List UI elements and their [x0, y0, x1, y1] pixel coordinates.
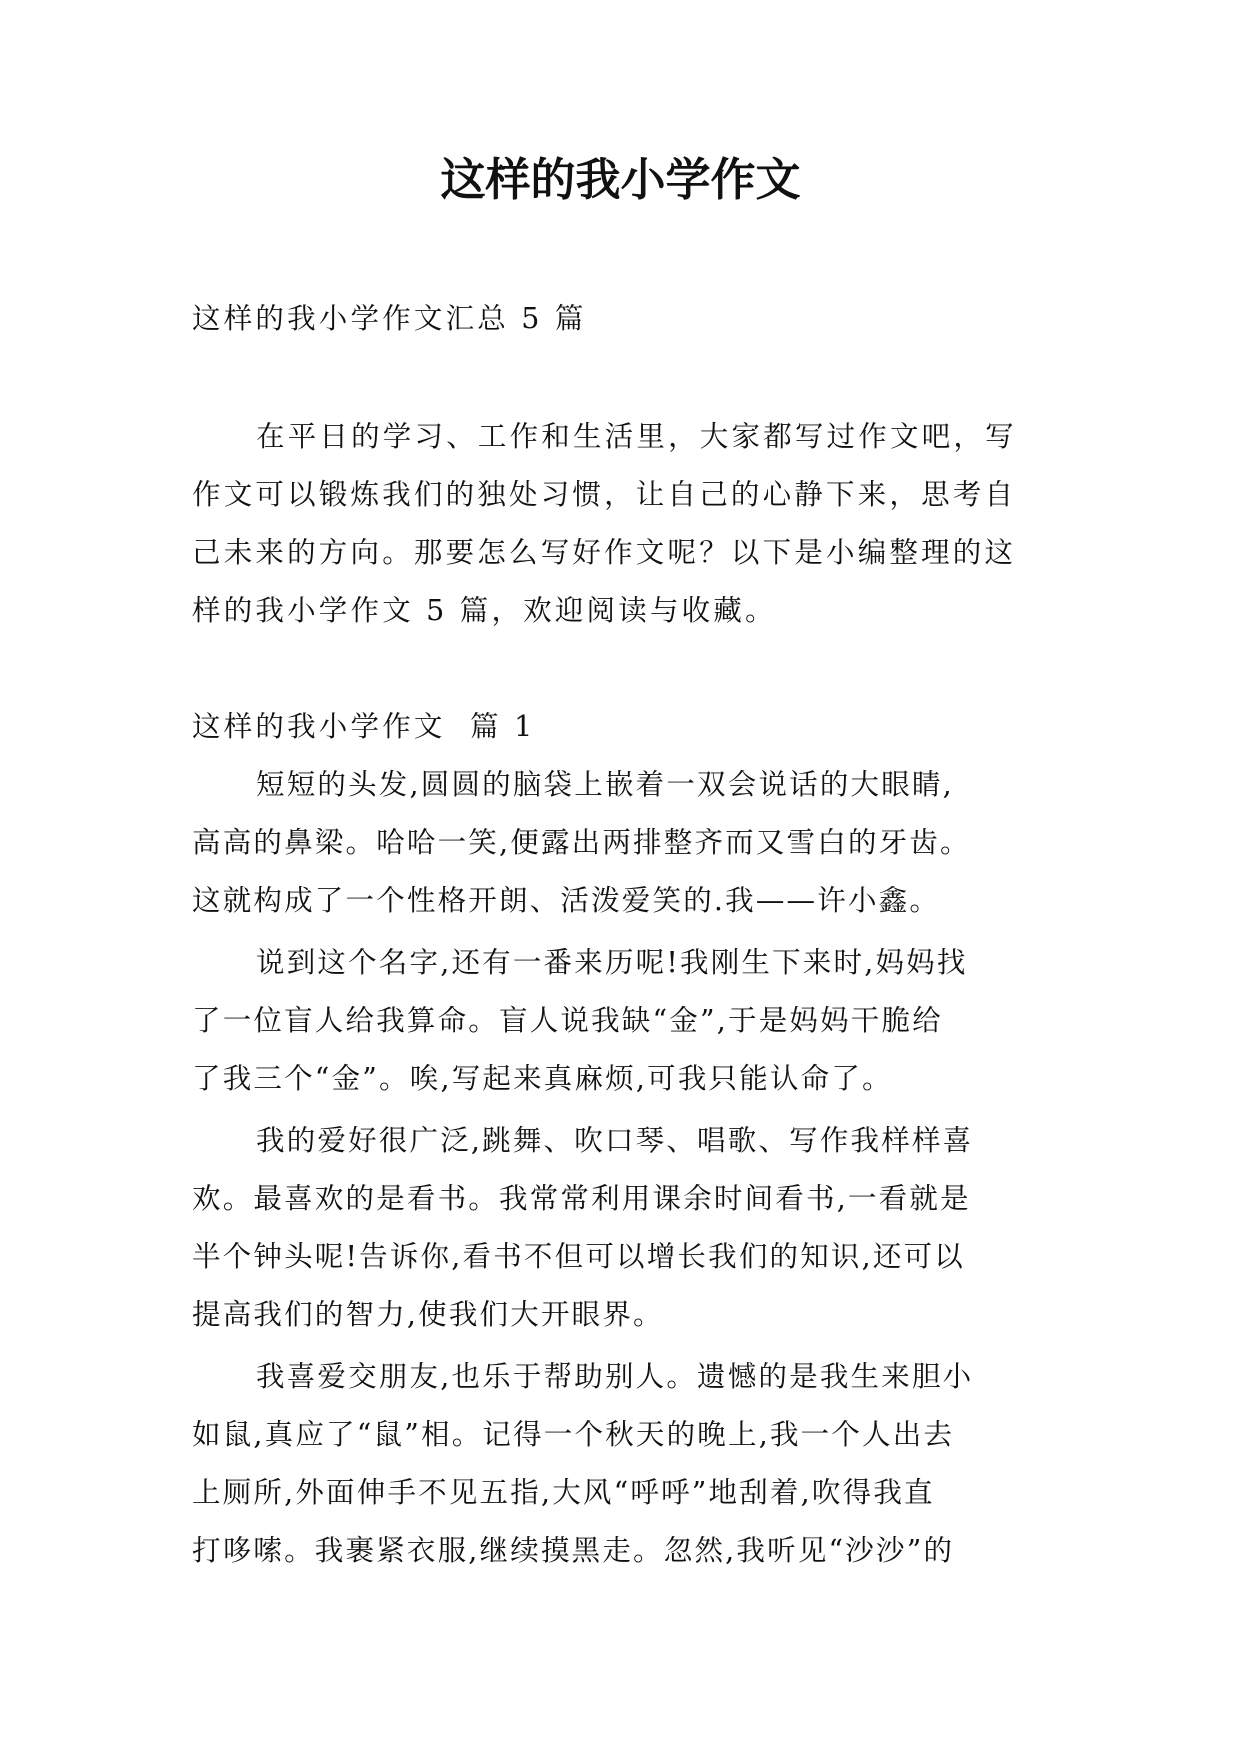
paragraph-line: 我喜爱交朋友,也乐于帮助别人。遗憾的是我生来胆小	[256, 1360, 974, 1393]
paragraph-line: 了我三个“金”。唉,写起来真麻烦,可我只能认命了。	[192, 1062, 893, 1095]
paragraph-line: 高高的鼻梁。哈哈一笑,便露出两排整齐而又雪白的牙齿。	[192, 826, 971, 859]
intro-line: 在平日的学习、工作和生活里，大家都写过作文吧，写	[256, 420, 1017, 453]
paragraph-line: 我的爱好很广泛,跳舞、吹口琴、唱歌、写作我样样喜	[256, 1124, 974, 1157]
document-title: 这样的我小学作文	[440, 153, 801, 206]
paragraph-line: 上厕所,外面伸手不见五指,大风“呼呼”地刮着,吹得我直	[192, 1476, 935, 1509]
intro-line: 作文可以锻炼我们的独处习惯，让自己的心静下来，思考自	[192, 478, 1017, 511]
intro-paragraph	[192, 408, 1054, 640]
document-subtitle: 这样的我小学作文汇总 5 篇	[192, 302, 587, 335]
paragraph-line: 提高我们的智力,使我们大开眼界。	[192, 1298, 664, 1331]
intro-line: 己未来的方向。那要怎么写好作文呢？以下是小编整理的这	[192, 536, 1017, 569]
paragraph-line: 说到这个名字,还有一番来历呢!我刚生下来时,妈妈找	[256, 946, 968, 979]
body-paragraph	[192, 934, 1054, 1108]
document-body	[192, 290, 1054, 1584]
paragraph-line: 短短的头发,圆圆的脑袋上嵌着一双会说话的大眼睛,	[256, 768, 954, 801]
body-paragraph	[192, 1348, 1054, 1580]
body-paragraph	[192, 756, 1054, 930]
paragraph-line: 了一位盲人给我算命。盲人说我缺“金”,于是妈妈干脆给	[192, 1004, 943, 1037]
paragraph-line: 半个钟头呢!告诉你,看书不但可以增长我们的知识,还可以	[192, 1240, 965, 1273]
intro-line: 样的我小学作文 5 篇，欢迎阅读与收藏。	[192, 594, 777, 627]
paragraph-line: 这就构成了一个性格开朗、活泼爱笑的.我——许小鑫。	[192, 884, 941, 917]
body-paragraph	[192, 1112, 1054, 1344]
paragraph-line: 如鼠,真应了“鼠”相。记得一个秋天的晚上,我一个人出去	[192, 1418, 955, 1451]
paragraph-line: 欢。最喜欢的是看书。我常常利用课余时间看书,一看就是	[192, 1182, 971, 1215]
section-title: 这样的我小学作文 篇 1	[192, 710, 536, 743]
paragraph-line: 打哆嗦。我裹紧衣服,继续摸黑走。忽然,我听见“沙沙”的	[192, 1534, 955, 1567]
